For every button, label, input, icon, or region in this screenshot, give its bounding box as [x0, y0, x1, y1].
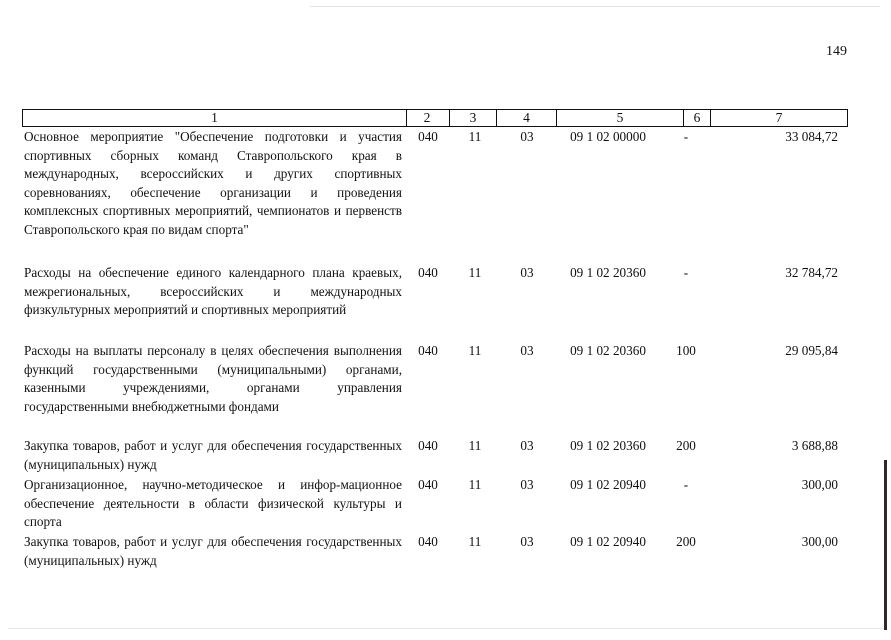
row-col5: 09 1 02 20360	[570, 438, 646, 453]
row-col2: 040	[418, 477, 438, 492]
header-cell-4: 4	[497, 109, 557, 127]
row-col6: 200	[676, 534, 696, 549]
row-description: Организационное, научно-методическое и инфор-мационное обеспечение деятельности в области физической культуры и спорта	[24, 477, 402, 530]
row-col2: 040	[418, 438, 438, 453]
row-col3: 11	[468, 534, 482, 549]
row-col2: 040	[418, 534, 438, 549]
table-header	[22, 109, 849, 127]
row-col4: 03	[520, 534, 534, 549]
row-col3: 11	[468, 343, 482, 358]
row-amount: 3 688,88	[791, 438, 838, 453]
row-col5: 09 1 02 20940	[570, 477, 646, 492]
header-cell-2: 2	[405, 109, 450, 127]
row-amount: 300,00	[801, 534, 838, 549]
row-col6: 100	[676, 343, 696, 358]
row-col6: -	[683, 265, 689, 280]
row-col6: -	[683, 129, 689, 144]
row-col4: 03	[520, 265, 534, 280]
row-col4: 03	[520, 129, 534, 144]
row-col2: 040	[418, 265, 438, 280]
row-col5: 09 1 02 20940	[570, 534, 646, 549]
row-col6: 200	[676, 438, 696, 453]
row-description: Закупка товаров, работ и услуг для обеспечения государственных (муниципальных) нужд	[24, 534, 402, 568]
header-cell-6: 6	[684, 109, 711, 127]
scan-artifact-top	[310, 6, 880, 7]
row-col3: 11	[468, 438, 482, 453]
row-col4: 03	[520, 438, 534, 453]
header-cell-1: 1	[22, 109, 407, 127]
row-description: Основное мероприятие "Обеспечение подготовки и участия спортивных сборных команд Ставропольского края в международных, всероссийских и других спортивных соревнованиях, обеспечение организации и проведения комплексных спортивных мероприятий, чемпионатов и первенств Ставропольского края по видам спорта"	[24, 129, 402, 237]
row-col3: 11	[468, 265, 482, 280]
row-description: Расходы на обеспечение единого календарного плана краевых, межрегиональных, всероссийских и международных физкультурных мероприятий и спортивных мероприятий	[24, 265, 402, 318]
row-description: Расходы на выплаты персоналу в целях обеспечения выполнения функций государственными (муниципальными) органами, казенными учреждениями, органами управления государственными внебюджетными фондами	[24, 343, 402, 414]
row-col2: 040	[418, 343, 438, 358]
header-cell-5: 5	[557, 109, 684, 127]
row-col4: 03	[520, 343, 534, 358]
row-col2: 040	[418, 129, 438, 144]
row-col3: 11	[468, 129, 482, 144]
scan-artifact-bottom	[8, 628, 886, 629]
page-number: 149	[826, 44, 847, 59]
row-col5: 09 1 02 20360	[570, 343, 646, 358]
row-amount: 32 784,72	[785, 265, 838, 280]
row-amount: 33 084,72	[785, 129, 838, 144]
row-col3: 11	[468, 477, 482, 492]
row-col6: -	[683, 477, 689, 492]
row-description: Закупка товаров, работ и услуг для обеспечения государственных (муниципальных) нужд	[24, 438, 402, 472]
header-cell-3: 3	[450, 109, 497, 127]
row-col5: 09 1 02 00000	[570, 129, 646, 144]
row-amount: 29 095,84	[785, 343, 838, 358]
header-cell-7: 7	[711, 109, 848, 127]
row-amount: 300,00	[801, 477, 838, 492]
row-col4: 03	[520, 477, 534, 492]
scan-edge-shadow	[884, 460, 887, 630]
row-col5: 09 1 02 20360	[570, 265, 646, 280]
